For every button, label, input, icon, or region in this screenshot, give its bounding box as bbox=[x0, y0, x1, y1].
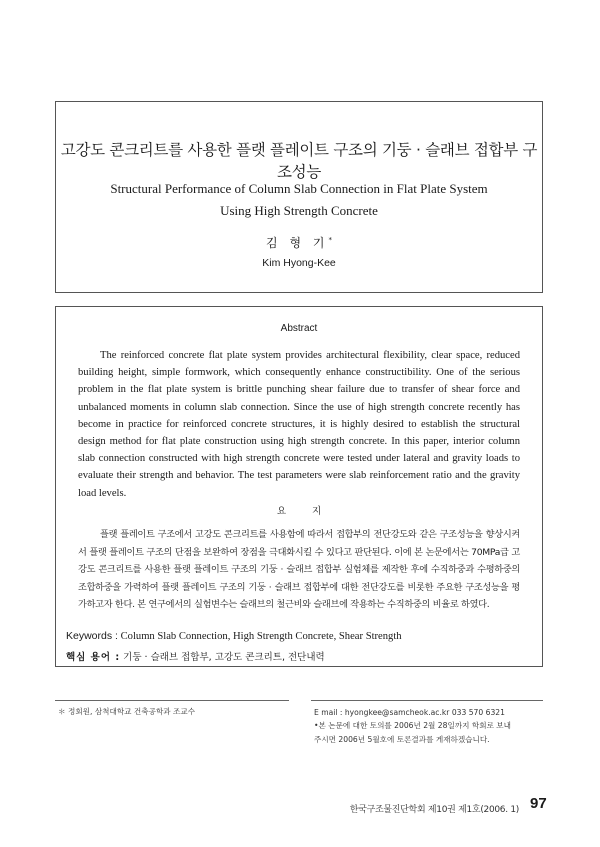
paper-title-korean: 고강도 콘크리트를 사용한 플랫 플레이트 구조의 기둥 · 슬래브 접합부 구조성능 bbox=[60, 141, 538, 181]
title-box bbox=[55, 101, 543, 293]
contact-footnotes bbox=[314, 706, 546, 746]
footnote-divider-right bbox=[311, 700, 543, 701]
keywords-english bbox=[66, 630, 532, 642]
paper-title-english-line1: Structural Performance of Column Slab Connection in Flat Plate System bbox=[110, 181, 488, 196]
author-affiliation-footnote: ＊ 정회원, 삼척대학교 건축공학과 조교수 bbox=[58, 707, 196, 716]
keywords-korean bbox=[66, 649, 532, 663]
paper-title-english-line2: Using High Strength Concrete bbox=[220, 203, 378, 218]
footnote-divider-left bbox=[55, 700, 289, 701]
keywords-korean-label: 핵심 용어 : bbox=[66, 652, 121, 663]
discussion-note-line1: •본 논문에 대한 토의를 2006년 2월 28일까지 학회로 보내 bbox=[314, 721, 511, 731]
author-name-korean bbox=[56, 234, 542, 251]
keywords-english-label: Keywords : bbox=[66, 630, 118, 642]
author-email-footnote: E mail : hyongkee@samcheok.ac.kr 033 570 6321 bbox=[314, 708, 505, 717]
discussion-note-line2: 주시면 2006년 5월호에 토론결과를 게재하겠습니다. bbox=[314, 734, 490, 744]
author-name-korean-text: 김 형 기 bbox=[266, 236, 329, 250]
abstract-box bbox=[55, 306, 543, 667]
keywords-korean-values: 기둥 · 슬래브 접합부, 고강도 콘크리트, 전단내력 bbox=[123, 652, 325, 663]
author-name-english: Kim Hyong-Kee bbox=[262, 257, 336, 269]
journal-citation: 한국구조물진단학회 제10권 제1호(2006. 1) bbox=[349, 805, 519, 815]
summary-heading: 요지 bbox=[276, 506, 348, 517]
abstract-body: The reinforced concrete flat plate system provides architectural flexibility, clear space, reduced building height, simple formwork, which consequently enhance constructibility. One of the serious problem in the flat plate system is brittle punching shear failure due to transfer of shear force and unbalanced moments in column slab connection. Since the use of high strength concrete recently has become in practice for reinforced concrete structures, it is highly desired to establish the structural design method for flat plate construction using high strength concrete. In this paper, interior column slab connection constructed with high strength concrete were tested under lateral and gravity loads to evaluate their strength and behavior. The test parameters were slab reinforcement ratio and the gravity load levels. bbox=[78, 350, 520, 499]
author-footnote-marker: * bbox=[328, 236, 332, 244]
summary-body: 플랫 플레이트 구조에서 고강도 콘크리트를 사용함에 따라서 접합부의 전단강도와 같은 구조성능을 향상시켜서 플랫 플레이트 구조의 단점을 보완하여 장점을 극대화시킬 수 있다고 판단된다. 이에 본 논문에서는 70MPa급 고강도 콘크리트를 사용한 플랫 플레이트 구조의 기둥 · 슬래브 접합부 실험체를 제작한 후에 수직하중과 수평하중의 조합하중을 가력하여 플랫 플레이트 구조의 기둥 · 슬래브 접합부에 대한 전단강도를 비롯한 주요한 구조성능을 평가하고자 한다. 본 연구에서의 실험변수는 슬래브의 철근비와 슬래브에 작용하는 수직하중의 비율로 하였다. bbox=[78, 529, 520, 611]
paper-title-english bbox=[56, 178, 542, 222]
keywords-english-values: Column Slab Connection, High Strength Concrete, Shear Strength bbox=[120, 631, 402, 642]
page-number: 97 bbox=[530, 795, 547, 812]
abstract-heading: Abstract bbox=[280, 323, 318, 334]
